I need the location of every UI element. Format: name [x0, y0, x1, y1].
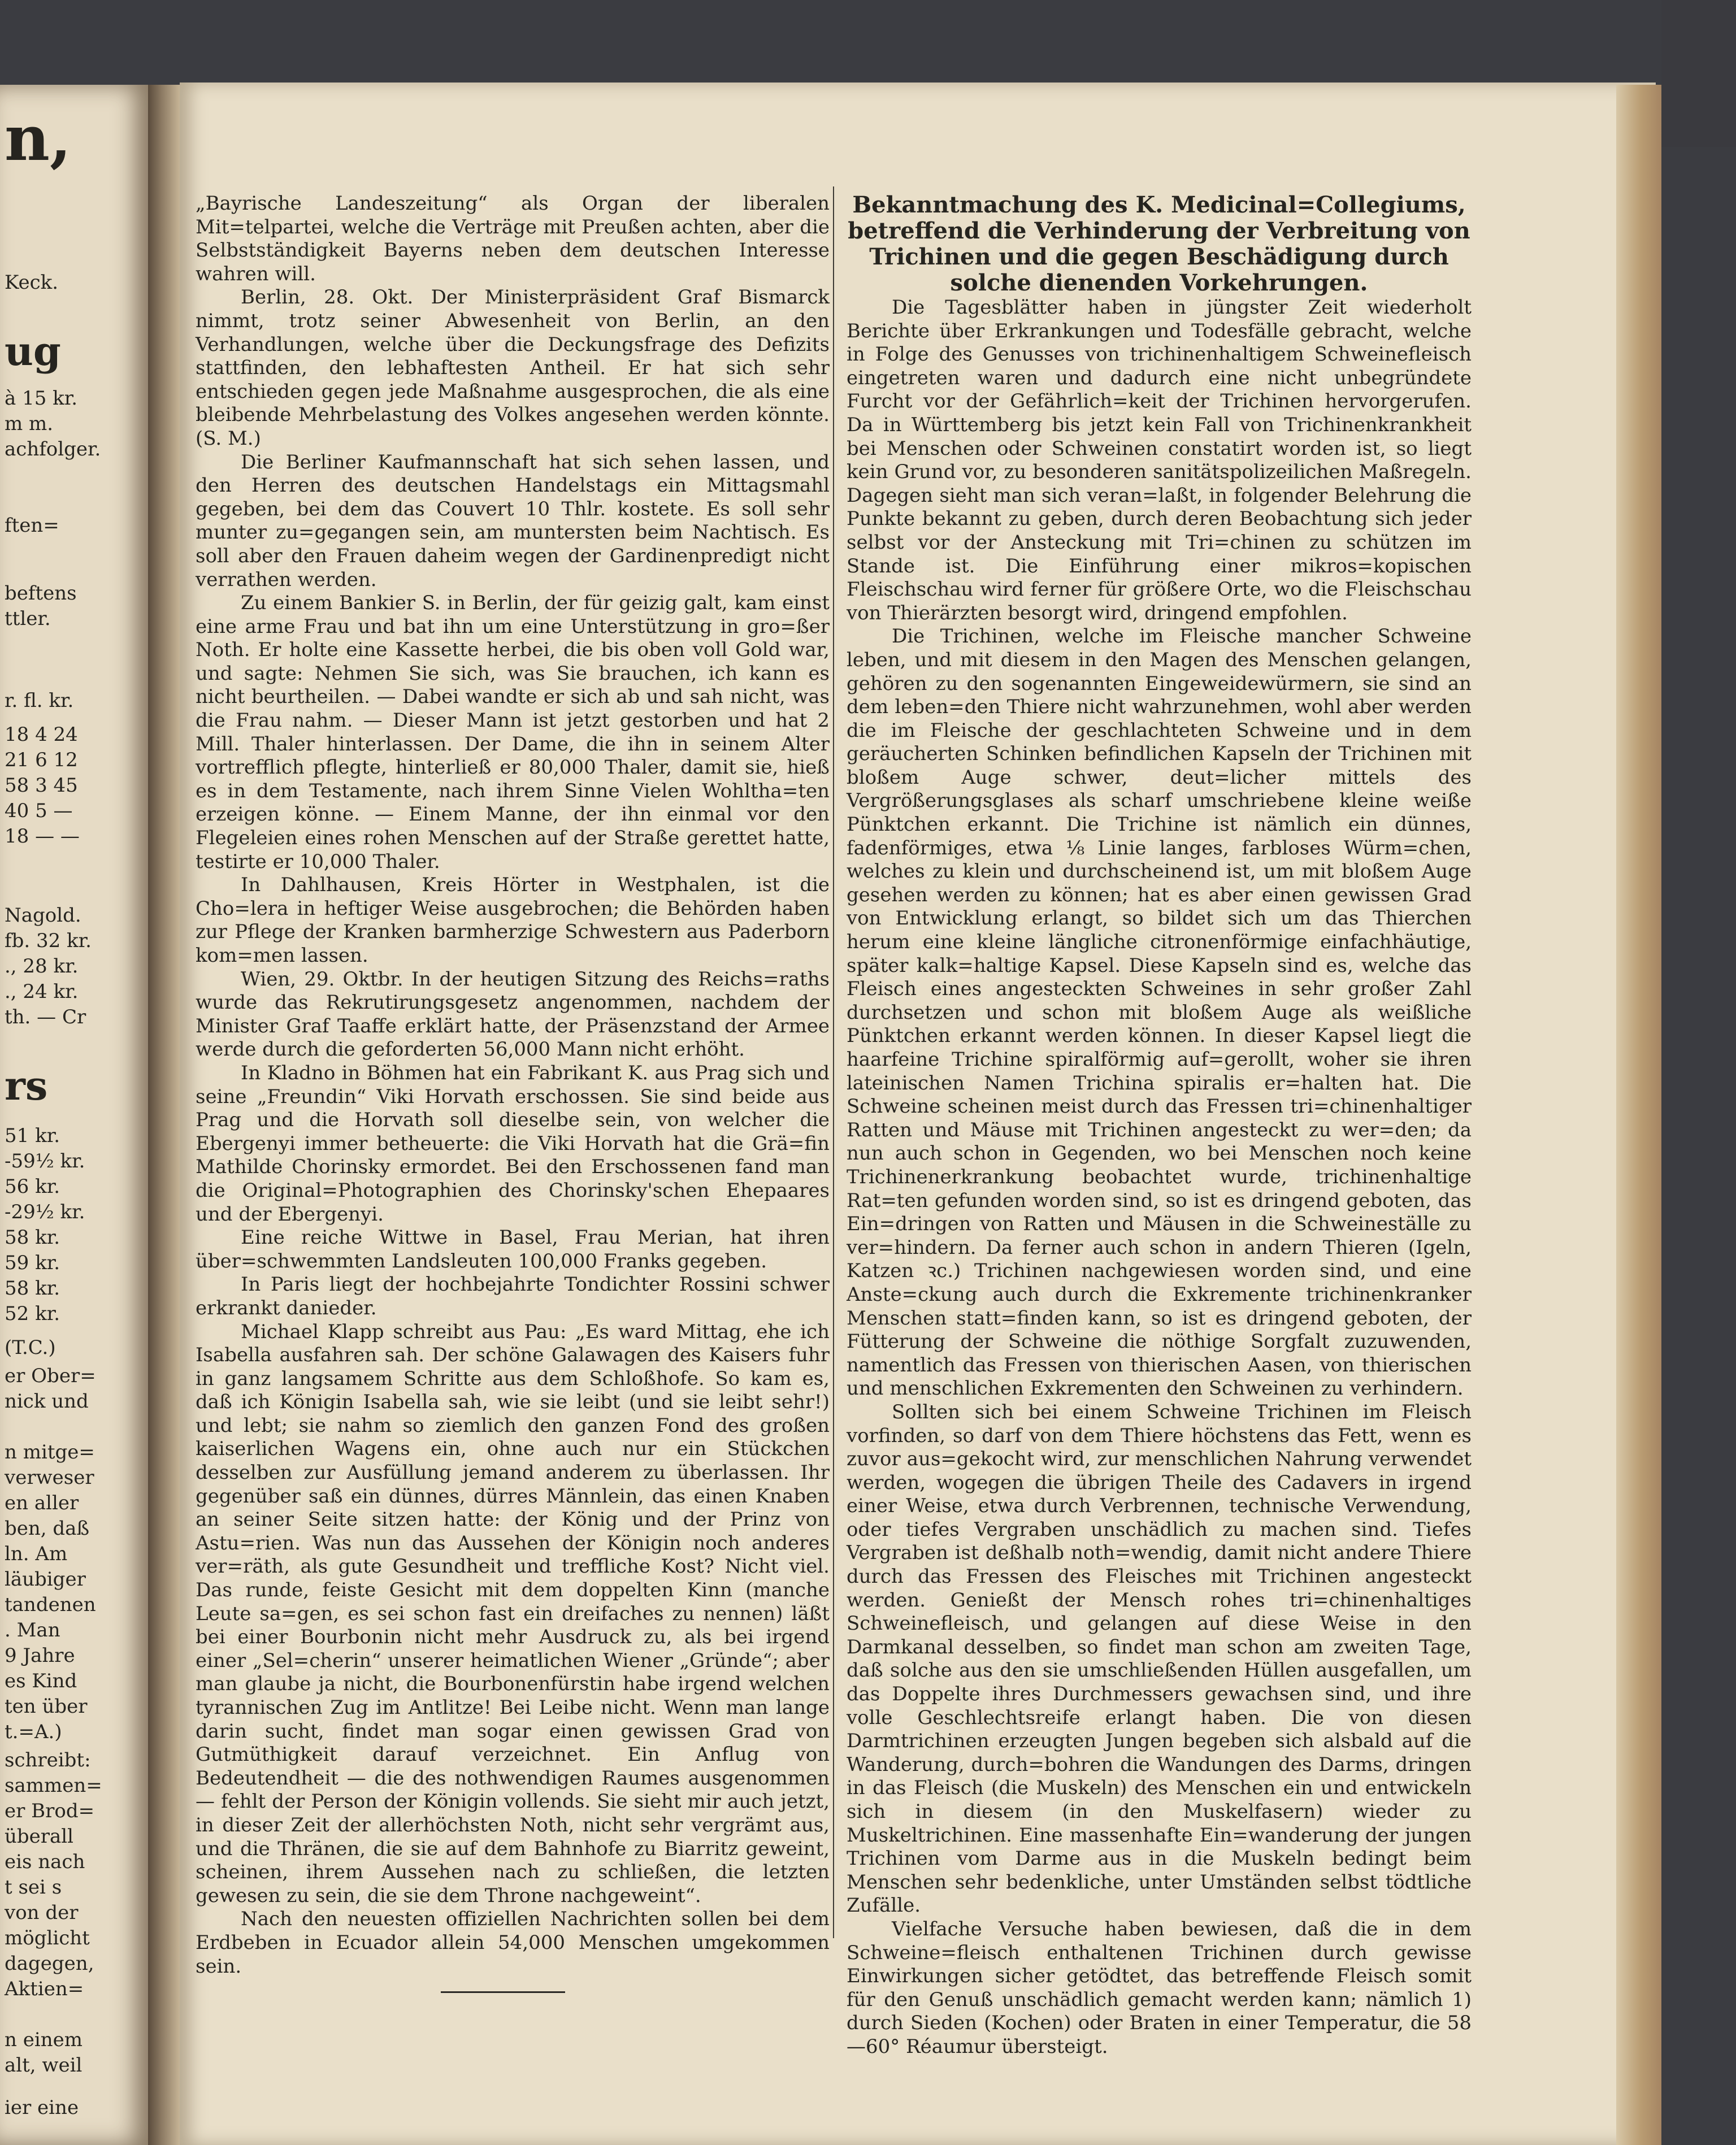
left-page-fragment: en aller: [5, 1492, 79, 1514]
left-page-fragment: beftens: [5, 582, 77, 605]
left-page-fragment: Keck.: [5, 271, 59, 294]
left-page-fragment: achfolger.: [5, 438, 101, 461]
article-paragraph: In Kladno in Böhmen hat ein Fabrikant K. aus Prag sich und seine „Freundin“ Viki Horvath erschossen. Sie sind beide aus Prag und die Horvath soll dieselbe sein, von welcher die Ebergenyi immer betheuerte: die Viki Horvath hat die Grä=fin Mathilde Chorinsky ermordet. Bei den Erschossenen fand man die Original=Photographien des Chorinsky'schen Ehepaares und der Ebergenyi.: [196, 1061, 830, 1226]
article-paragraph: In Paris liegt der hochbejahrte Tondichter Rossini schwer erkrankt danieder.: [196, 1273, 830, 1319]
article-paragraph: Zu einem Bankier S. in Berlin, der für geizig galt, kam einst eine arme Frau und bat ihn um eine Unterstützung in gro=ßer Noth. Er holte eine Kassette herbei, die bis oben voll Gold war, und sagte: Nehmen Sie sich, was Sie brauchen, ich kann es nicht beurtheilen. — Dabei wandte er sich ab und sah nicht, was die Frau nahm. — Dieser Mann ist jetzt gestorben und hat 2 Mill. Thaler hinterlassen. Der Dame, die ihn in seinem Alter vortrefflich pflegte, hinterließ er 80,000 Thaler, damit sie, hieß es in dem Testamente, nach ihrem Sinne Vielen Wohltha=ten erzeigen könne. — Einem Manne, der ihn einmal vor den Flegeleien eines rohen Menschen auf der Straße gerettet hatte, testirte er 10,000 Thaler.: [196, 592, 830, 873]
article-paragraph: Michael Klapp schreibt aus Pau: „Es ward Mittag, ehe ich Isabella ausfahren sah. Der schöne Galawagen des Kaisers fuhr in ganz langsamem Schritte aus dem Schloßhofe. So kam es, daß ich Königin Isabella sah, wie sie leibt (und sie leibt sehr!) und lebt; sie nahm so ziemlich den ganzen Fond des großen kaiserlichen Wagens ein, ohne auch nur ein Stückchen desselben zur Ausfüllung jemand anderem zu überlassen. Ihr gegenüber saß ein dünnes, dürres Männlein, das einen Knaben an seiner Seite sitzen hatte: der König und der Prinz von Astu=rien. Was nun das Aussehen der Königin noch anderes ver=räth, als gute Gesundheit und treffliche Kost? Nicht viel. Das runde, feiste Gesicht mit dem doppelten Kinn (manche Leute sa=gen, es sei schon fast ein dreifaches zu nennen) läßt bei einer Bourbonin nicht mehr Ausdruck zu, als bei irgend einer „Sel=cherin“ unserer heimatlichen Wiener „Gründe“; aber man glaube ja nicht, die Bourbonenfürstin habe irgend welchen tyrannischen Zug im Antlitze! Bei Leibe nicht. Wenn man lange darin sucht, findet man sogar einen gewissen Grad von Gutmüthigkeit darauf verzeichnet. Ein Anflug von Bedeutendheit — die des nothwendigen Raumes ausgenommen — fehlt der Person der Königin vollends. Sie sieht mir auch jetzt, in dieser Zeit der allerhöchsten Noth, nicht sehr vergrämt aus, und die Thränen, die sie auf dem Bahnhofe zu Biarritz geweint, scheinen, ihrem Aussehen nach zu schließen, die letzten gewesen zu sein, die sie dem Throne nachgeweint“.: [196, 1320, 830, 1907]
left-page-fragment: er Brod=: [5, 1800, 95, 1822]
left-page-fragment: 9 Jahre: [5, 1644, 75, 1667]
article-paragraph: Die Berliner Kaufmannschaft hat sich sehen lassen, und den Herren des deutschen Handelstags ein Mittagsmahl gegeben, bei dem das Couvert 10 Thlr. kostete. Es soll sehr munter zu=gegangen sein, am muntersten beim Nachtisch. Es soll aber den Frauen daheim wegen der Gardinenpredigt nicht verrathen werden.: [196, 450, 830, 591]
left-page-fragment: 40 5 —: [5, 800, 73, 822]
left-page-fragment: ben, daß: [5, 1517, 90, 1540]
left-page-fragment: t.=A.): [5, 1721, 62, 1743]
left-page-fragment: verweser: [5, 1466, 94, 1489]
left-page-fragment: 51 kr.: [5, 1124, 60, 1147]
left-page-fragment: fb. 32 kr.: [5, 930, 92, 952]
left-page-fragment: 52 kr.: [5, 1302, 60, 1325]
article-paragraph: Eine reiche Wittwe in Basel, Frau Merian, hat ihren über=schwemmten Landsleuten 100,000 Franks gegeben.: [196, 1226, 830, 1273]
left-page-fragment: 58 3 45: [5, 774, 78, 797]
left-page-fragment: nick und: [5, 1390, 89, 1413]
left-column: [196, 192, 830, 1978]
left-page-fragment: à 15 kr.: [5, 387, 78, 410]
left-page-fragment: er Ober=: [5, 1365, 96, 1387]
left-page-fragment: tandenen: [5, 1593, 96, 1616]
article-paragraph: Berlin, 28. Okt. Der Ministerpräsident Graf Bismarck nimmt, trotz seiner Abwesenheit von Berlin, an den Verhandlungen, welche über die Deckungsfrage des Defizits stattfinden, den lebhaftesten Antheil. Er hat sich sehr entschieden gegen jede Maßnahme ausgesprochen, die als eine bleibende Mehrbelastung des Volkes angesehen werden könnte. (S. M.): [196, 286, 830, 450]
left-page-fragment: läubiger: [5, 1568, 86, 1591]
page-edge: [1616, 85, 1661, 2145]
left-page-fragment: schreibt:: [5, 1749, 91, 1771]
article-paragraph: Wien, 29. Oktbr. In der heutigen Sitzung des Reichs=raths wurde das Rekrutirungsgesetz angenommen, nachdem der Minister Graf Taaffe erklärt hatte, der Präsenzstand der Armee werde durch die geforderten 56,000 Mann nicht erhöht.: [196, 967, 830, 1061]
background: [1661, 0, 1736, 147]
book-gutter: [148, 85, 182, 2145]
left-page-fragment: ln. Am: [5, 1543, 68, 1565]
left-page-fragment: Nagold.: [5, 904, 81, 927]
left-page-fragment: 58 kr.: [5, 1226, 60, 1249]
left-page-fragment: Aktien=: [5, 1978, 84, 2000]
article-paragraph: „Bayrische Landeszeitung“ als Organ der liberalen Mit=telpartei, welche die Verträge mit Preußen achten, aber die Selbstständigkeit Bayerns neben dem deutschen Interesse wahren will.: [196, 192, 830, 285]
left-page-fragment: 18 4 24: [5, 723, 78, 746]
left-page-fragment: 21 6 12: [5, 749, 78, 771]
left-page-fragment: eis nach: [5, 1851, 85, 1873]
article-paragraph: Sollten sich bei einem Schweine Trichinen im Fleisch vorfinden, so darf von dem Thiere höchstens das Fett, wenn es zuvor aus=gekocht wird, zur menschlichen Nahrung verwendet werden, wogegen die übrigen Theile des Cadavers in irgend einer Weise, etwa durch Verbrennen, technische Verwendung, oder tiefes Vergraben unschädlich zu machen sind. Tiefes Vergraben ist deßhalb noth=wendig, damit nicht andere Thiere durch das Fressen des Fleisches mit Trichinen angesteckt werden. Genießt der Mensch rohes tri=chinenhaltiges Schweinefleisch, und gelangen auf diese Weise in den Darmkanal desselben, so findet man schon am zweiten Tage, daß solche aus den sie umschließenden Hüllen ausgefallen, um das Doppelte ihres Durchmessers gewachsen sind, und ihre volle Geschlechtsreife erlangt haben. Die von diesen Darmtrichinen erzeugten Jungen begeben sich alsbald auf die Wanderung, durch=bohren die Wandungen des Darms, dringen in das Fleisch (die Muskeln) des Menschen ein und entwickeln sich in diesem (in den Muskelfasern) wieder zu Muskeltrichinen. Eine massenhafte Ein=wanderung der jungen Trichinen vom Darme aus in die Muskeln bedingt beim Menschen sehr bedenkliche, unter Umständen selbst tödtliche Zufälle.: [847, 1400, 1472, 1917]
left-page-fragment: ., 28 kr.: [5, 955, 79, 978]
left-page-fragment: ttler.: [5, 607, 51, 630]
left-page-fragment: möglicht: [5, 1927, 90, 1949]
left-page-fragment: ften=: [5, 514, 59, 537]
left-page-fragment: r. fl. kr.: [5, 689, 74, 712]
article-paragraph: In Dahlhausen, Kreis Hörter in Westphalen, ist die Cho=lera in heftiger Weise ausgebrochen; die Behörden haben zur Pflege der Kranken barmherzige Schwestern aus Paderborn kom=men lassen.: [196, 874, 830, 967]
left-page-fragment: m m.: [5, 412, 54, 435]
article-paragraph: Nach den neuesten offiziellen Nachrichten sollen bei dem Erdbeben in Ecuador allein 54,000 Menschen umgekommen sein.: [196, 1908, 830, 1978]
end-rule: [441, 1991, 565, 1993]
right-column: [847, 192, 1472, 2059]
left-page-fragment: 59 kr.: [5, 1252, 60, 1274]
left-page-fragment: dagegen,: [5, 1952, 94, 1975]
left-page-fragment: n,: [5, 102, 72, 175]
left-page-fragment: 56 kr.: [5, 1175, 60, 1198]
left-page-fragment: rs: [5, 1062, 48, 1109]
left-page-fragment: ier eine: [5, 2096, 79, 2119]
left-page-fragment: -59½ kr.: [5, 1150, 85, 1173]
notice-heading: Bekanntmachung des K. Medicinal=Collegiums, betreffend die Verhinderung der Verbreitung von Trichinen und die gegen Beschädigung durch solche dienenden Vorkehrungen.: [848, 192, 1470, 296]
article-paragraph: Vielfache Versuche haben bewiesen, daß die in dem Schweine=fleisch enthaltenen Trichinen durch gewisse Einwirkungen sicher getödtet, das betreffende Fleisch somit für den Genuß unschädlich gemacht werden kann; nämlich 1) durch Sieden (Kochen) oder Braten in einer Temperatur, die 58—60° Réaumur übersteigt.: [847, 1917, 1472, 2058]
left-page-fragment: (T.C.): [5, 1336, 56, 1359]
left-page-fragment: n mitge=: [5, 1441, 95, 1464]
article-paragraph: Die Trichinen, welche im Fleische mancher Schweine leben, und mit diesem in den Magen des Menschen gelangen, gehören zu den sogenannten Eingeweidewürmern, sie sind an dem leben=den Thiere nicht wahrzunehmen, wohl aber werden die im Fleische der geschlachteten Schweine und in dem geräucherten Schinken befindlichen Kapseln der Trichinen mit bloßem Auge schwer, deut=licher mittels des Vergrößerungsglases als scharf umschriebene kleine weiße Pünktchen erkannt. Die Trichine ist nämlich ein dünnes, fadenförmiges, etwa ⅛ Linie langes, farbloses Würm=chen, welches zu klein und durchscheinend ist, um mit bloßem Auge gesehen werden zu können; hat es aber einen gewissen Grad von Entwicklung erlangt, so bildet sich um das Thierchen herum eine kleine längliche citronenförmige einfachhäutige, später kalk=haltige Kapsel. Diese Kapseln sind es, welche das Fleisch eines angesteckten Schweines in sehr großer Zahl durchsetzen und schon mit bloßem Auge als weißliche Pünktchen erkannt werden können. In dieser Kapsel liegt die haarfeine Trichine spiralförmig auf=gerollt, woher sie ihren lateinischen Namen Trichina spiralis er=halten hat. Die Schweine scheinen meist durch das Fressen tri=chinenhaltiger Ratten und Mäuse mit Trichinen angesteckt zu wer=den; da nun auch schon in Gegenden, wo bei Menschen noch keine Trichinenerkrankung beobachtet wurde, trichinenhaltige Rat=ten gefunden worden sind, so ist es dringend geboten, das Ein=dringen von Ratten und Mäusen in die Schweineställe zu ver=hindern. Da ferner auch schon in andern Thieren (Igeln, Katzen ꝛc.) Trichinen nachgewiesen worden sind, und eine Anste=ckung auch durch die Exkremente trichinenkranker Menschen statt=finden kann, so ist es dringend geboten, der Fütterung der Schweine die nöthige Sorgfalt zuzuwenden, namentlich das Fressen von thierischen Aasen, von thierischen und menschlichen Exkrementen den Schweinen zu verhindern.: [847, 625, 1472, 1400]
left-page-fragment: ., 24 kr.: [5, 980, 79, 1003]
left-page-fragment: n einem: [5, 2029, 83, 2051]
left-page-fragment: sammen=: [5, 1774, 102, 1797]
column-rule: [833, 186, 834, 1938]
left-page-fragment: t sei s: [5, 1876, 62, 1899]
left-page-fragment: alt, weil: [5, 2054, 83, 2077]
left-page-fragment: ug: [5, 328, 61, 375]
left-page-fragment: th. — Cr: [5, 1006, 86, 1028]
left-page-fragment: 18 — —: [5, 825, 80, 848]
left-page-fragment: -29½ kr.: [5, 1201, 85, 1223]
left-page-fragment: . Man: [5, 1619, 60, 1642]
left-page-fragment: ten über: [5, 1695, 88, 1718]
article-paragraph: Die Tagesblätter haben in jüngster Zeit wiederholt Berichte über Erkrankungen und Todesfälle gebracht, welche in Folge des Genusses von trichinenhaltigem Schweinefleisch eingetreten waren und dadurch eine nicht unbegründete Furcht vor der Gefährlich=keit der Trichinen hervorgerufen. Da in Württemberg bis jetzt kein Fall von Trichinenkrankheit bei Menschen oder Schweinen constatirt worden ist, so liegt kein Grund vor, zu besonderen sanitätspolizeilichen Maßregeln. Dagegen sieht man sich veran=laßt, in folgender Belehrung die Punkte bekannt zu geben, durch deren Beobachtung sich jeder selbst vor der Ansteckung mit Tri=chinen zu schützen im Stande ist. Die Einführung einer mikros=kopischen Fleischschau wird ferner für größere Orte, wo die Fleischschau von Thierärzten besorgt wird, dringend empfohlen.: [847, 296, 1472, 624]
left-page-fragment: es Kind: [5, 1670, 77, 1692]
left-page-fragment: überall: [5, 1825, 74, 1848]
left-page-fragment: 58 kr.: [5, 1277, 60, 1300]
left-page-fragment: von der: [5, 1901, 79, 1924]
